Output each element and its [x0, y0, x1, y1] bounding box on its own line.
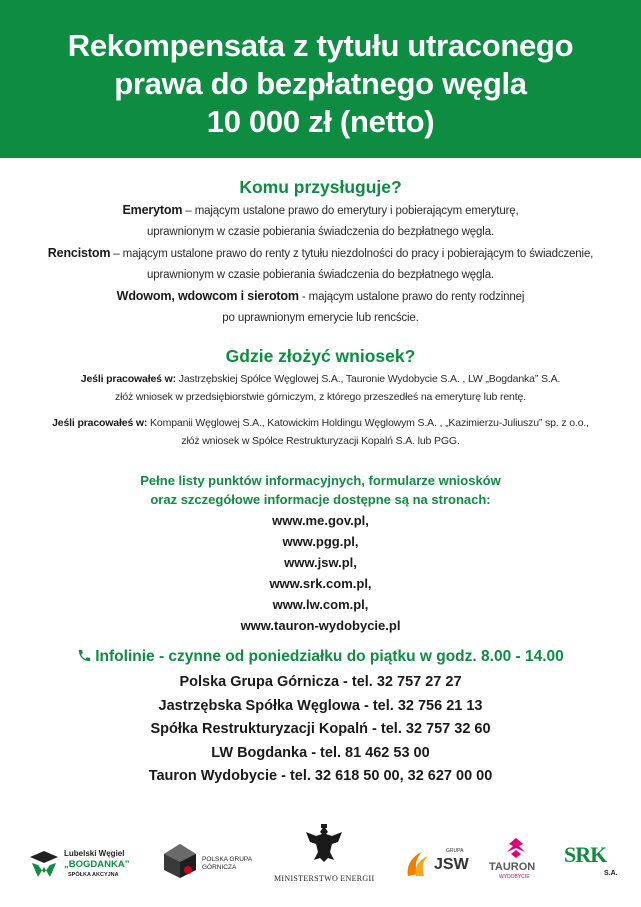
title-line-3: 10 000 zł (netto)	[206, 104, 435, 139]
contact-tauron: Tauron Wydobycie - tel. 32 618 50 00, 32 627 00 00	[148, 768, 493, 784]
pensioners-line	[0, 243, 641, 265]
retirees-label: Emerytom	[122, 203, 183, 217]
bogdanka-logo	[28, 848, 143, 882]
link-me-gov[interactable]: www.me.gov.pl,	[272, 513, 369, 528]
contact-pgg: Polska Grupa Górnicza - tel. 32 757 27 27	[179, 674, 462, 690]
retirees-text: – mającym ustalone prawo do emerytury i pobierającym emeryturę,	[182, 205, 519, 217]
eligibility-heading: Komu przysługuje?	[239, 177, 402, 197]
jsw-logo	[404, 846, 474, 886]
links-list	[0, 510, 641, 636]
srk-logo	[562, 842, 622, 886]
application-heading: Gdzie złożyć wniosek?	[225, 346, 416, 366]
application-block-1-line-2: złóż wniosek w przedsiębiorstwie górniczym, z którego przeszedłeś na emeryturę lub rentę.	[115, 391, 526, 403]
ministry-logo	[268, 822, 380, 890]
title-line-2: prawa do bezpłatnego węgla	[114, 66, 527, 101]
pgg-line-1: POLSKA GRUPA	[202, 856, 253, 863]
contact-lw-bogdanka: LW Bogdanka - tel. 81 462 53 00	[211, 744, 430, 761]
ministry-name: MINISTERSTWO ENERGII	[274, 874, 375, 883]
retirees-line-2: uprawnionym w czasie pobierania świadczenia do bezpłatnego węgla.	[147, 226, 494, 238]
pensioners-label: Rencistom	[47, 246, 111, 260]
link-jsw[interactable]: www.jsw.pl,	[284, 555, 357, 570]
pensioners-text: – mającym ustalone prawo do renty z tytułu niezdolności do pracy i pobierającym to świadczenie,	[110, 248, 594, 260]
application-section	[0, 345, 641, 450]
phone-icon	[77, 648, 92, 669]
application-block-2-label: Jeśli pracowałeś w:	[52, 417, 148, 429]
header-banner	[0, 0, 641, 158]
info-section	[0, 471, 641, 636]
title-line-1: Rekompensata z tytułu utraconego	[67, 28, 574, 63]
bogdanka-line-2: „BOGDANKA”	[64, 859, 130, 870]
bogdanka-line-3: SPÓŁKA AKCYJNA	[68, 872, 119, 878]
partner-logos	[0, 820, 641, 900]
link-pgg[interactable]: www.pgg.pl,	[282, 534, 359, 549]
application-block-1-label: Jeśli pracowałeś w:	[80, 373, 176, 385]
contact-srk: Spółka Restrukturyzacji Kopalń - tel. 32 757 32 60	[150, 721, 491, 737]
pensioners-line-2: uprawnionym w czasie pobierania świadczenia do bezpłatnego węgla.	[147, 269, 494, 281]
eligibility-section	[0, 176, 641, 329]
tauron-logo	[486, 836, 546, 886]
contact-jsw: Jastrzębska Spółka Węglowa - tel. 32 756 21 13	[158, 697, 483, 714]
pgg-line-2: GÓRNICZA	[202, 864, 237, 871]
tauron-name: TAURON	[489, 861, 536, 873]
retirees-line	[0, 200, 641, 222]
info-line-2: oraz szczegółowe informacje dostępne są na stronach:	[150, 492, 491, 507]
contacts-list	[0, 671, 641, 789]
application-block-1-text: Jastrzębskiej Spółce Węglowej S.A., Tauronie Wydobycie S.A. , LW „Bogdanka” S.A.	[175, 373, 561, 385]
srk-name: SRK	[564, 842, 607, 867]
application-block-2	[0, 414, 641, 432]
link-tauron-wydobycie[interactable]: www.tauron-wydobycie.pl	[240, 618, 401, 633]
hotline-title-row	[0, 647, 641, 669]
link-srk[interactable]: www.srk.com.pl,	[269, 576, 372, 591]
srk-sa: S.A.	[604, 870, 618, 877]
info-line-1: Pełne listy punktów informacyjnych, formularze wniosków	[140, 473, 501, 488]
hotline-section	[0, 647, 641, 789]
application-block-1	[0, 370, 641, 388]
pgg-logo	[162, 842, 257, 886]
link-lw[interactable]: www.lw.com.pl,	[272, 597, 369, 612]
hotline-title: Infolinie - czynne od poniedziałku do piątku w godz. 8.00 - 14.00	[95, 648, 564, 665]
application-block-2-line-2: złóż wniosek w Spółce Restrukturyzacji Kopalń S.A. lub PGG.	[181, 435, 460, 447]
tauron-subtitle: WYDOBYCIE	[499, 874, 530, 880]
jsw-name: JSW	[434, 856, 469, 873]
jsw-group-label: GRUPA	[446, 848, 464, 854]
application-block-2-text: Kompanii Węglowej S.A., Katowickim Holdingu Węglowym S.A. , „Kazimierzu-Juliuszu” sp. z o.o.,	[147, 417, 589, 429]
widows-line	[0, 286, 641, 308]
widows-text: - mającym ustalone prawo do renty rodzinnej	[298, 291, 525, 303]
bogdanka-line-1: Lubelski Węgiel	[64, 849, 125, 858]
widows-line-2: po uprawnionym emerycie lub rencście.	[222, 312, 419, 324]
eagle-icon	[302, 822, 346, 866]
widows-label: Wdowom, wdowcom i sierotom	[116, 289, 299, 303]
